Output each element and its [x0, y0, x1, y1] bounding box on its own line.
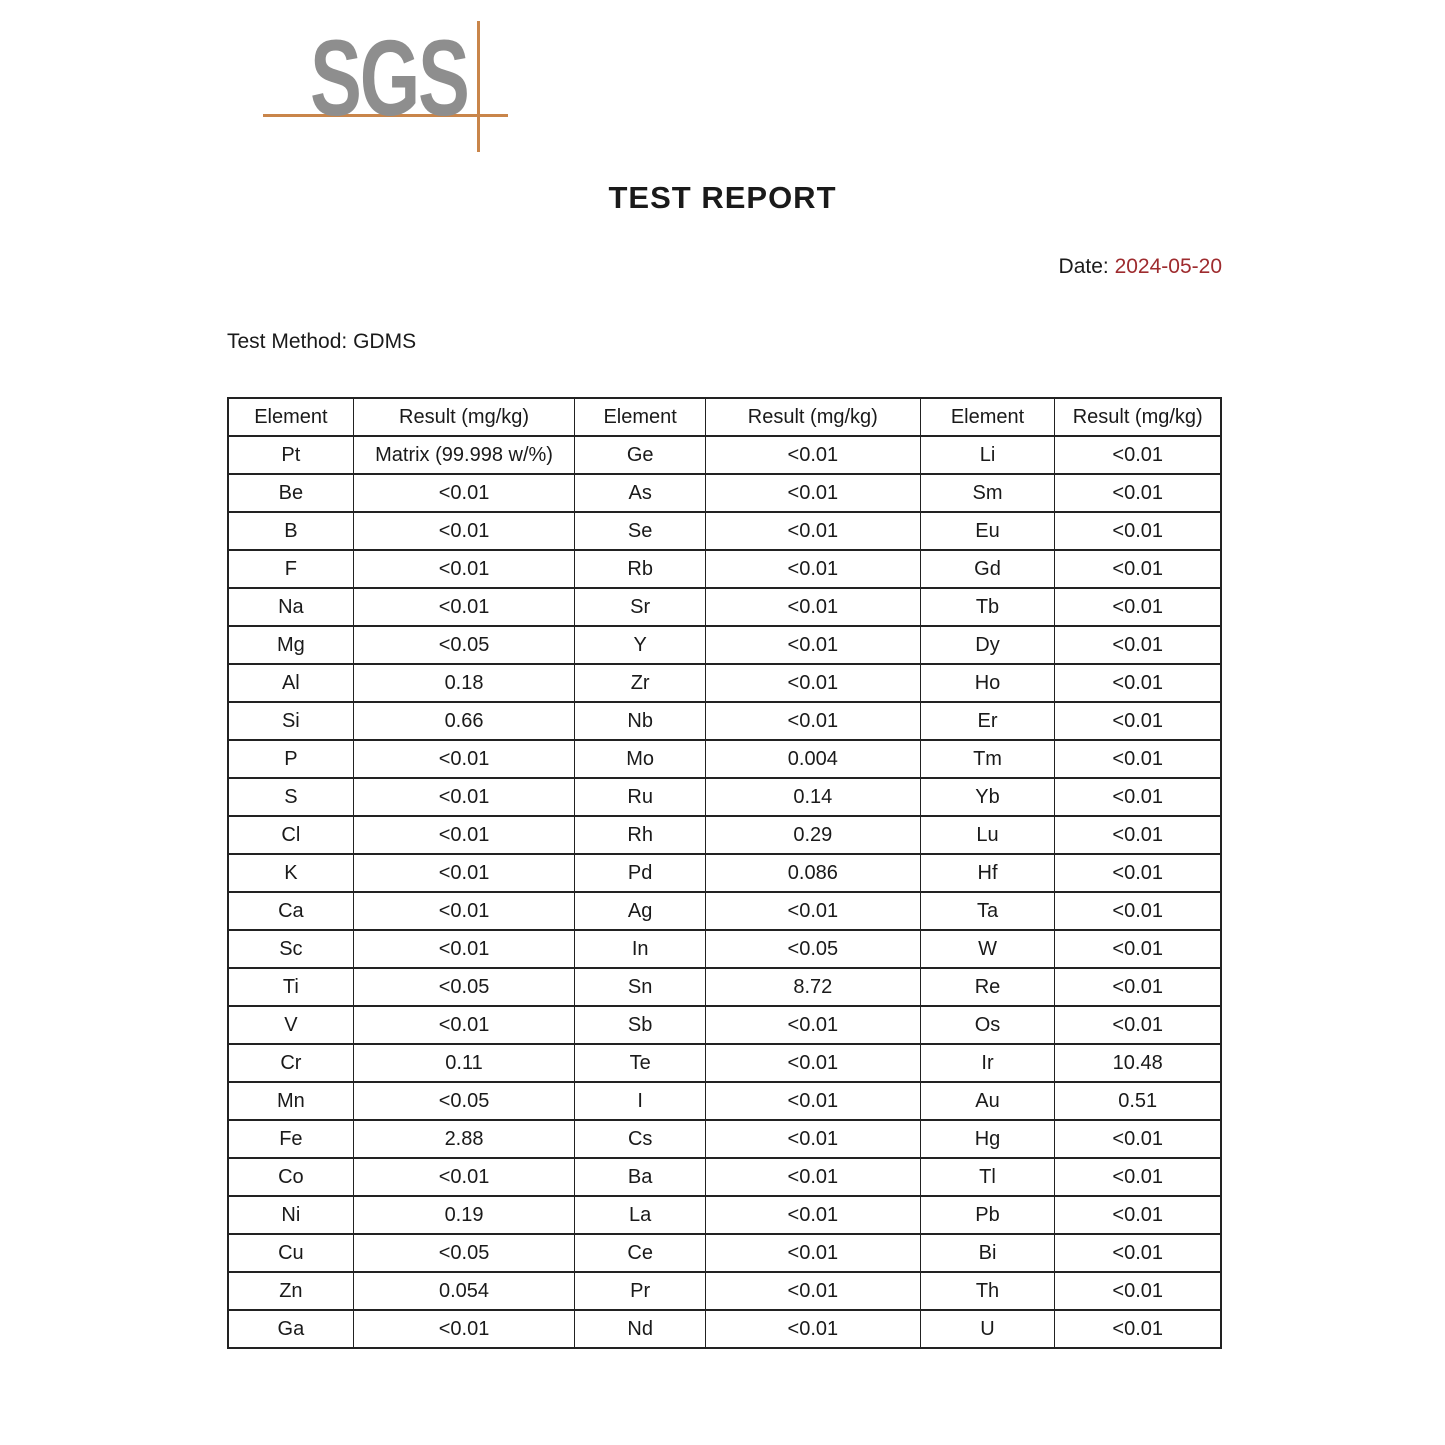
- table-row: [228, 1310, 1221, 1348]
- element-cell: Bi: [920, 1234, 1055, 1272]
- element-cell: Ho: [920, 664, 1055, 702]
- element-cell: Nb: [575, 702, 706, 740]
- result-cell: 0.14: [706, 778, 921, 816]
- result-cell: <0.01: [706, 1120, 921, 1158]
- table-row: [228, 1120, 1221, 1158]
- table-row: [228, 588, 1221, 626]
- element-cell: As: [575, 474, 706, 512]
- result-cell: <0.01: [1055, 1272, 1221, 1310]
- table-row: [228, 892, 1221, 930]
- element-cell: Mg: [228, 626, 353, 664]
- result-cell: <0.01: [706, 550, 921, 588]
- element-cell: Ge: [575, 436, 706, 474]
- result-cell: <0.01: [1055, 930, 1221, 968]
- element-cell: Ti: [228, 968, 353, 1006]
- table-row: [228, 1196, 1221, 1234]
- table-row: [228, 436, 1221, 474]
- result-cell: <0.01: [706, 664, 921, 702]
- element-cell: Ag: [575, 892, 706, 930]
- element-cell: Nd: [575, 1310, 706, 1348]
- result-cell: 0.66: [353, 702, 575, 740]
- element-cell: Rb: [575, 550, 706, 588]
- result-cell: <0.01: [1055, 1234, 1221, 1272]
- result-cell: <0.01: [706, 1310, 921, 1348]
- date-value: 2024-05-20: [1114, 255, 1222, 278]
- element-cell: Cl: [228, 816, 353, 854]
- result-cell: <0.01: [1055, 664, 1221, 702]
- result-cell: <0.01: [706, 474, 921, 512]
- table-row: [228, 664, 1221, 702]
- element-cell: Fe: [228, 1120, 353, 1158]
- result-cell: <0.05: [353, 1234, 575, 1272]
- result-cell: <0.01: [353, 474, 575, 512]
- table-row: [228, 778, 1221, 816]
- element-cell: Ce: [575, 1234, 706, 1272]
- element-cell: Te: [575, 1044, 706, 1082]
- element-cell: Cs: [575, 1120, 706, 1158]
- element-cell: Ru: [575, 778, 706, 816]
- result-cell: 0.11: [353, 1044, 575, 1082]
- result-cell: <0.05: [353, 626, 575, 664]
- result-cell: <0.01: [353, 892, 575, 930]
- result-cell: <0.01: [706, 702, 921, 740]
- result-cell: 0.51: [1055, 1082, 1221, 1120]
- result-cell: <0.01: [353, 550, 575, 588]
- table-row: [228, 1234, 1221, 1272]
- result-cell: <0.01: [1055, 588, 1221, 626]
- table-header-row: [228, 398, 1221, 436]
- element-cell: Gd: [920, 550, 1055, 588]
- result-cell: 0.19: [353, 1196, 575, 1234]
- table-row: [228, 740, 1221, 778]
- result-cell: <0.01: [353, 930, 575, 968]
- result-cell: <0.01: [353, 816, 575, 854]
- table-row: [228, 512, 1221, 550]
- element-cell: S: [228, 778, 353, 816]
- element-cell: Li: [920, 436, 1055, 474]
- table-row: [228, 474, 1221, 512]
- element-cell: Dy: [920, 626, 1055, 664]
- result-cell: <0.01: [706, 1234, 921, 1272]
- result-cell: <0.01: [706, 1158, 921, 1196]
- element-cell: Re: [920, 968, 1055, 1006]
- element-cell: K: [228, 854, 353, 892]
- element-cell: Al: [228, 664, 353, 702]
- result-cell: <0.01: [1055, 702, 1221, 740]
- table-row: [228, 1272, 1221, 1310]
- result-cell: <0.01: [706, 1006, 921, 1044]
- result-cell: <0.01: [1055, 1310, 1221, 1348]
- element-cell: Si: [228, 702, 353, 740]
- result-cell: <0.01: [1055, 474, 1221, 512]
- column-header: Element: [575, 398, 706, 436]
- result-cell: <0.01: [1055, 1120, 1221, 1158]
- element-cell: Sm: [920, 474, 1055, 512]
- result-cell: <0.01: [706, 512, 921, 550]
- sgs-logo: [0, 0, 560, 170]
- result-cell: <0.01: [1055, 740, 1221, 778]
- element-cell: U: [920, 1310, 1055, 1348]
- result-cell: <0.01: [706, 626, 921, 664]
- sgs-logo-text: SGS: [310, 17, 468, 138]
- element-cell: Tl: [920, 1158, 1055, 1196]
- result-cell: <0.01: [353, 1310, 575, 1348]
- element-cell: Ta: [920, 892, 1055, 930]
- element-cell: Th: [920, 1272, 1055, 1310]
- element-cell: Cr: [228, 1044, 353, 1082]
- result-cell: 0.054: [353, 1272, 575, 1310]
- column-header: Result (mg/kg): [353, 398, 575, 436]
- date-label: Date:: [1058, 255, 1109, 278]
- element-cell: Cu: [228, 1234, 353, 1272]
- result-cell: 8.72: [706, 968, 921, 1006]
- column-header: Result (mg/kg): [1055, 398, 1221, 436]
- table-row: [228, 626, 1221, 664]
- element-cell: Mo: [575, 740, 706, 778]
- result-cell: <0.01: [706, 1082, 921, 1120]
- result-cell: <0.01: [706, 1196, 921, 1234]
- table-row: [228, 1158, 1221, 1196]
- result-cell: 0.086: [706, 854, 921, 892]
- result-cell: <0.01: [1055, 1006, 1221, 1044]
- element-cell: Pr: [575, 1272, 706, 1310]
- element-cell: Be: [228, 474, 353, 512]
- element-cell: Au: [920, 1082, 1055, 1120]
- result-cell: <0.01: [353, 778, 575, 816]
- element-cell: Sc: [228, 930, 353, 968]
- table-row: [228, 930, 1221, 968]
- table-row: [228, 816, 1221, 854]
- table-row: [228, 1044, 1221, 1082]
- element-cell: F: [228, 550, 353, 588]
- result-cell: <0.05: [353, 968, 575, 1006]
- column-header: Result (mg/kg): [706, 398, 921, 436]
- element-cell: V: [228, 1006, 353, 1044]
- result-cell: <0.01: [1055, 626, 1221, 664]
- result-cell: <0.05: [353, 1082, 575, 1120]
- element-cell: Zr: [575, 664, 706, 702]
- element-cell: Ba: [575, 1158, 706, 1196]
- result-cell: <0.01: [1055, 1158, 1221, 1196]
- result-cell: 0.18: [353, 664, 575, 702]
- element-cell: Sn: [575, 968, 706, 1006]
- test-method-label: Test Method:: [227, 330, 348, 353]
- element-cell: Y: [575, 626, 706, 664]
- element-cell: Os: [920, 1006, 1055, 1044]
- result-cell: <0.01: [1055, 512, 1221, 550]
- element-cell: Hf: [920, 854, 1055, 892]
- result-cell: <0.01: [353, 1158, 575, 1196]
- result-cell: 2.88: [353, 1120, 575, 1158]
- report-title: TEST REPORT: [608, 180, 837, 215]
- result-cell: <0.01: [1055, 968, 1221, 1006]
- element-cell: I: [575, 1082, 706, 1120]
- result-cell: 10.48: [1055, 1044, 1221, 1082]
- element-cell: Pb: [920, 1196, 1055, 1234]
- result-cell: <0.01: [1055, 892, 1221, 930]
- result-cell: <0.01: [353, 588, 575, 626]
- results-table: [227, 397, 1222, 1349]
- element-cell: In: [575, 930, 706, 968]
- result-cell: <0.01: [1055, 550, 1221, 588]
- table-row: [228, 1006, 1221, 1044]
- table-body: [228, 436, 1221, 1348]
- result-cell: <0.01: [706, 1272, 921, 1310]
- table-row: [228, 1082, 1221, 1120]
- result-cell: 0.29: [706, 816, 921, 854]
- element-cell: Pt: [228, 436, 353, 474]
- result-cell: <0.01: [706, 436, 921, 474]
- column-header: Element: [920, 398, 1055, 436]
- element-cell: Tm: [920, 740, 1055, 778]
- element-cell: Ca: [228, 892, 353, 930]
- result-cell: <0.01: [353, 854, 575, 892]
- element-cell: Co: [228, 1158, 353, 1196]
- result-cell: <0.01: [1055, 1196, 1221, 1234]
- element-cell: Mn: [228, 1082, 353, 1120]
- result-cell: <0.01: [706, 892, 921, 930]
- element-cell: Lu: [920, 816, 1055, 854]
- logo-vertical-line: [477, 21, 480, 152]
- element-cell: Ir: [920, 1044, 1055, 1082]
- element-cell: Zn: [228, 1272, 353, 1310]
- element-cell: Yb: [920, 778, 1055, 816]
- element-cell: Tb: [920, 588, 1055, 626]
- table-row: [228, 854, 1221, 892]
- table-row: [228, 968, 1221, 1006]
- element-cell: Rh: [575, 816, 706, 854]
- element-cell: Ni: [228, 1196, 353, 1234]
- element-cell: Pd: [575, 854, 706, 892]
- element-cell: Hg: [920, 1120, 1055, 1158]
- element-cell: Sb: [575, 1006, 706, 1044]
- result-cell: <0.01: [1055, 778, 1221, 816]
- result-cell: <0.01: [353, 740, 575, 778]
- result-cell: Matrix (99.998 w/%): [353, 436, 575, 474]
- element-cell: Na: [228, 588, 353, 626]
- table-row: [228, 702, 1221, 740]
- result-cell: <0.01: [353, 1006, 575, 1044]
- result-cell: <0.01: [1055, 854, 1221, 892]
- result-cell: <0.01: [1055, 816, 1221, 854]
- result-cell: <0.01: [706, 588, 921, 626]
- element-cell: Sr: [575, 588, 706, 626]
- element-cell: Eu: [920, 512, 1055, 550]
- table-row: [228, 550, 1221, 588]
- result-cell: 0.004: [706, 740, 921, 778]
- element-cell: La: [575, 1196, 706, 1234]
- element-cell: P: [228, 740, 353, 778]
- element-cell: Ga: [228, 1310, 353, 1348]
- column-header: Element: [228, 398, 353, 436]
- element-cell: B: [228, 512, 353, 550]
- element-cell: Se: [575, 512, 706, 550]
- element-cell: Er: [920, 702, 1055, 740]
- result-cell: <0.01: [1055, 436, 1221, 474]
- result-cell: <0.01: [706, 1044, 921, 1082]
- test-method-value: GDMS: [353, 330, 417, 353]
- result-cell: <0.05: [706, 930, 921, 968]
- report-date-line: [1059, 255, 1222, 279]
- test-method-line: [227, 330, 416, 354]
- result-cell: <0.01: [353, 512, 575, 550]
- element-cell: W: [920, 930, 1055, 968]
